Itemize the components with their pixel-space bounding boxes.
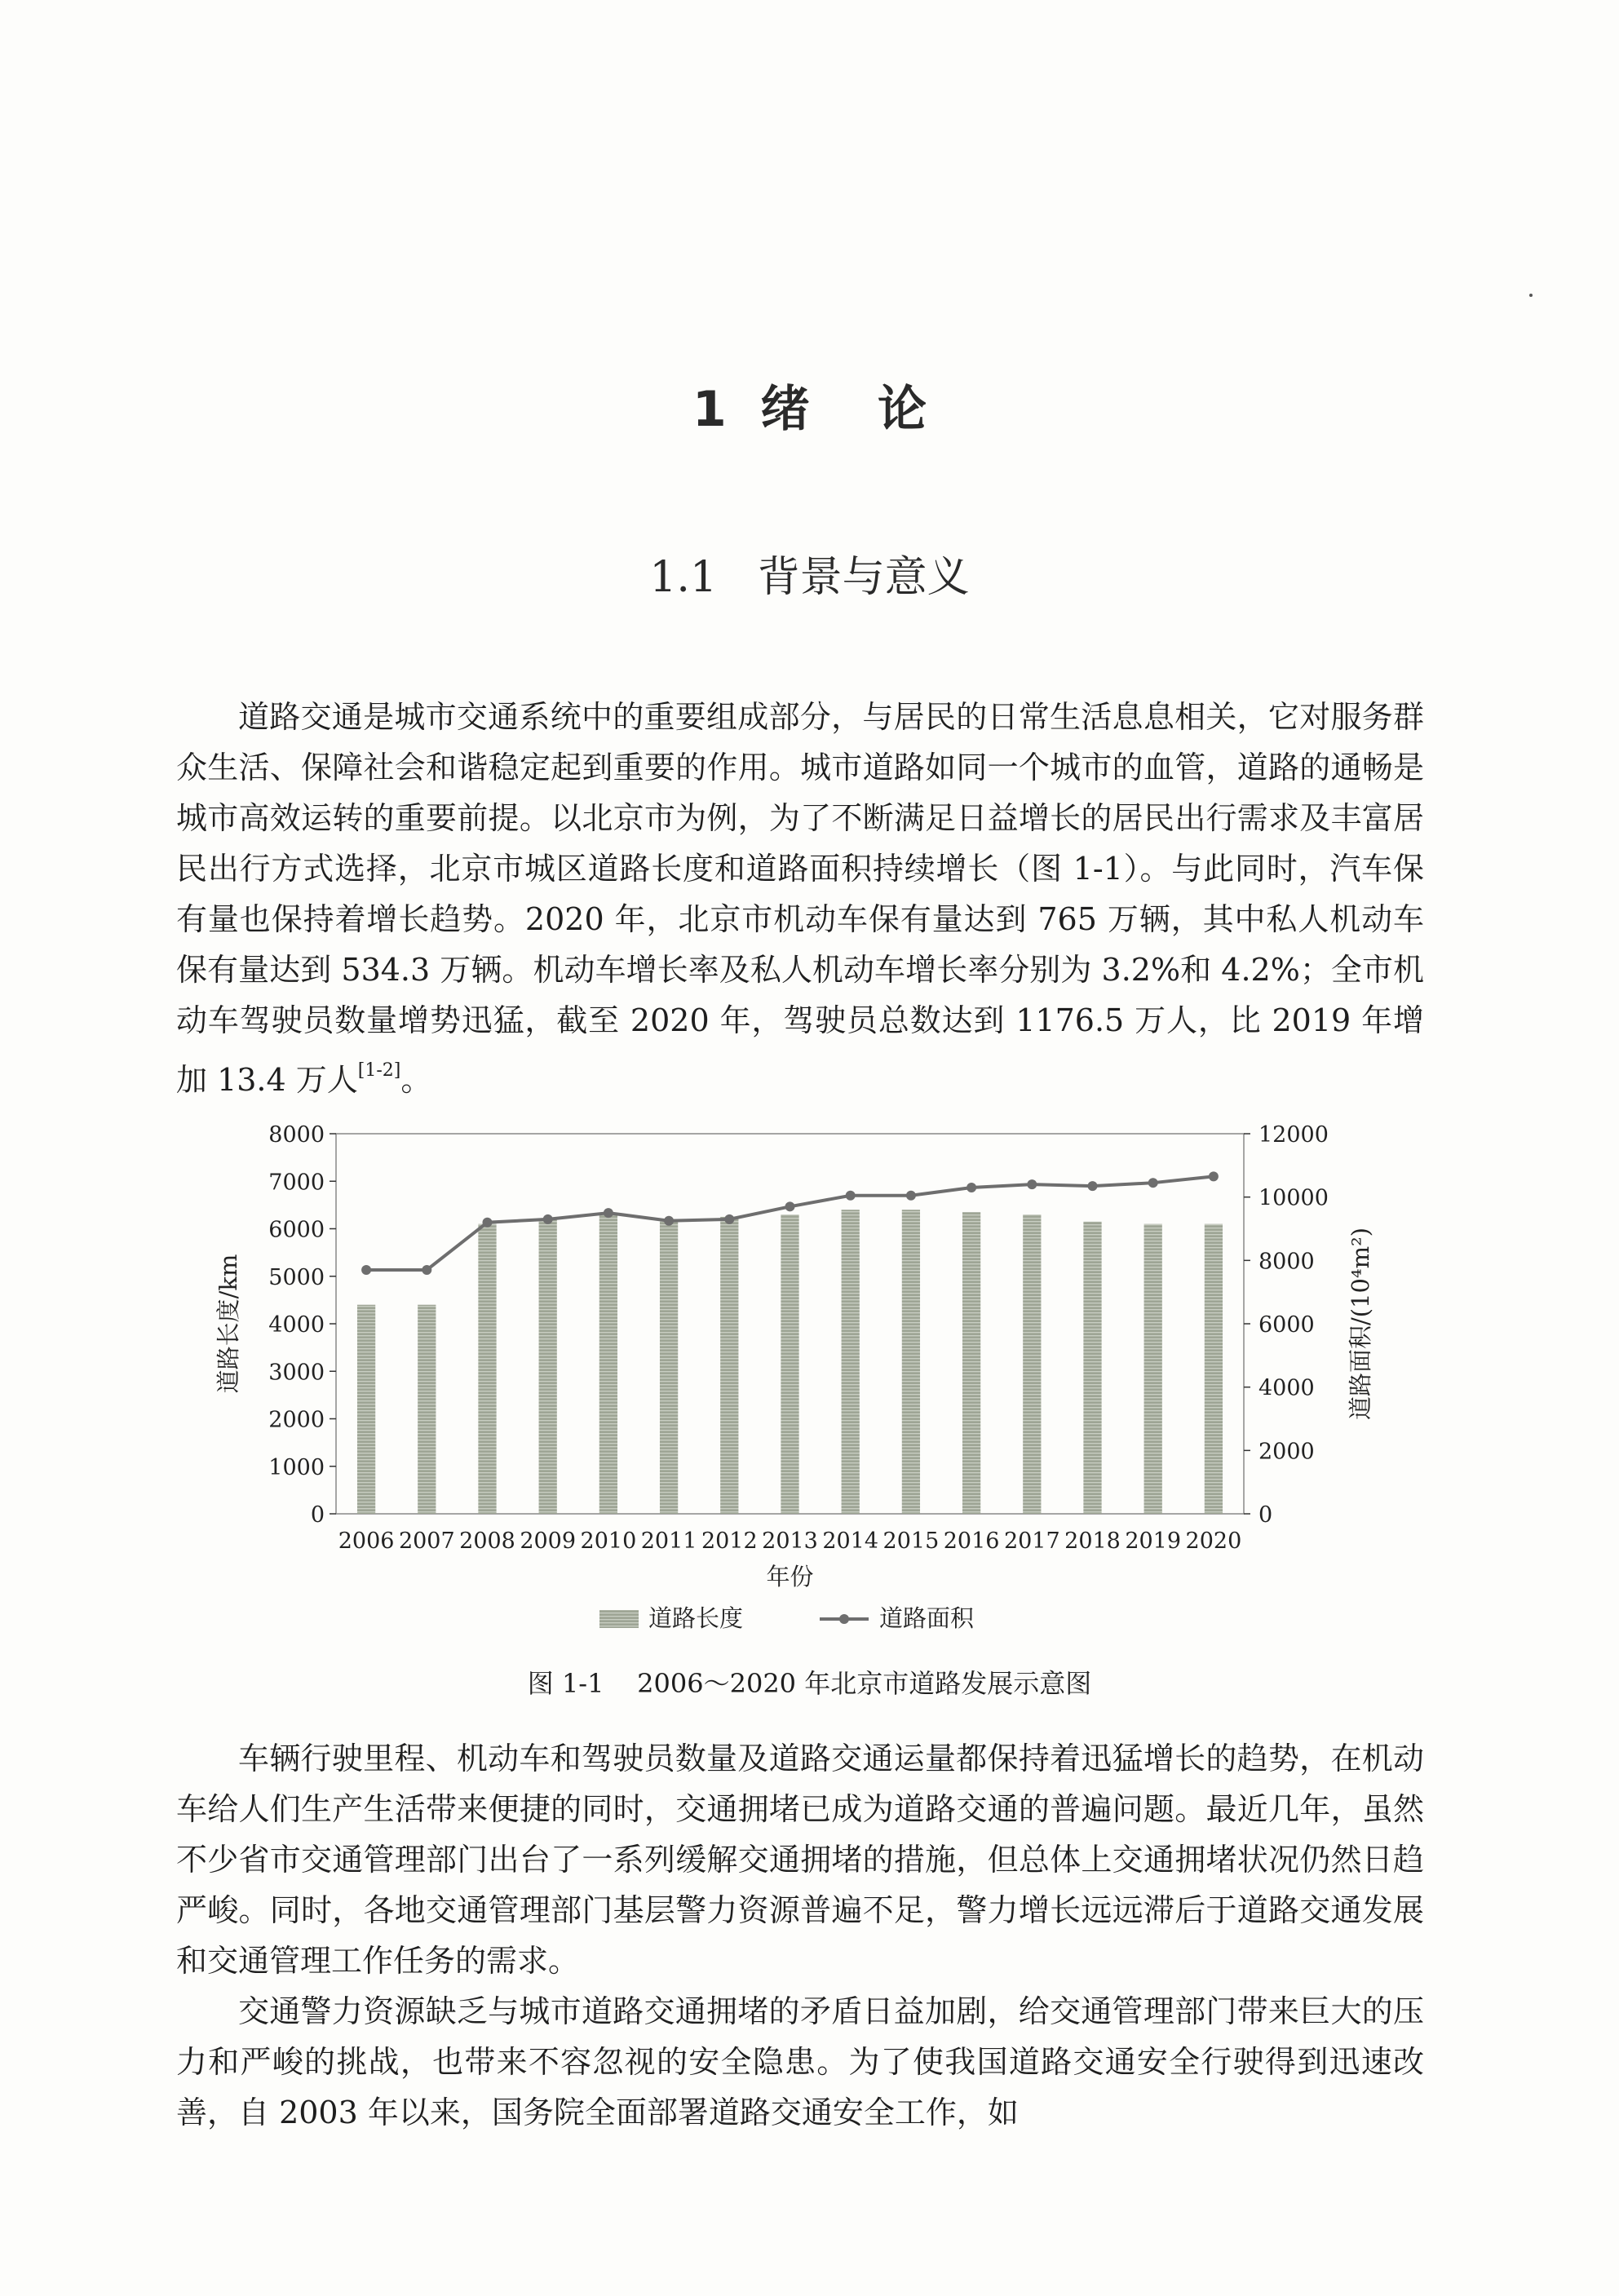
x-tick-label: 2011 <box>640 1528 697 1554</box>
bar-road-length <box>1083 1222 1101 1514</box>
paragraph-2: 车辆行驶里程、机动车和驾驶员数量及道路交通运量都保持着迅猛增长的趋势，在机动车给人们生产生活带来便捷的同时，交通拥堵已成为道路交通的普遍问题。最近几年，虽然不少省市交通管理部门出台了一系列缓解交通拥堵的措施，但总体上交通拥堵状况仍然日趋严峻。同时，各地交通管理部门基层警力资源普遍不足，警力增长远远滞后于道路交通发展和交通管理工作任务的需求。 <box>176 1741 1424 1979</box>
y2-tick-label: 0 <box>1258 1502 1273 1528</box>
x-tick-label: 2007 <box>398 1528 455 1554</box>
citation-ref[interactable]: [1-2] <box>357 1060 401 1081</box>
point-road-area <box>724 1214 734 1224</box>
paragraph-1-end: 。 <box>400 1062 432 1098</box>
point-road-area <box>1209 1171 1219 1181</box>
road-development-chart <box>204 1113 1427 1635</box>
x-tick-label: 2012 <box>701 1528 758 1554</box>
point-road-area <box>967 1183 976 1192</box>
legend-bar-swatch <box>599 1610 639 1628</box>
bar-road-length <box>962 1212 980 1514</box>
y-tick-label: 5000 <box>268 1264 325 1290</box>
scan-dot <box>1529 294 1533 297</box>
paragraph-1 <box>176 692 1424 1105</box>
bar-road-length <box>418 1305 436 1514</box>
bar-road-length <box>357 1305 375 1514</box>
x-axis-label: 年份 <box>766 1563 814 1590</box>
paragraph-3: 交通警力资源缺乏与城市道路交通拥堵的矛盾日益加剧，给交通管理部门带来巨大的压力和严峻的挑战，也带来不容忽视的安全隐患。为了使我国道路交通安全行驶得到迅速改善，自 2003 年以来，国务院全面部署道路交通安全工作，如 <box>176 1993 1424 2130</box>
x-tick-label: 2020 <box>1185 1528 1242 1554</box>
x-tick-label: 2019 <box>1125 1528 1182 1554</box>
bar-road-length <box>842 1210 860 1514</box>
chapter-title: 1 绪 论 <box>692 381 927 438</box>
bar-road-length <box>1023 1214 1041 1514</box>
bar-road-length <box>660 1219 678 1514</box>
bar-road-length <box>478 1224 496 1514</box>
y-tick-label: 7000 <box>268 1170 325 1196</box>
paragraph-1-text: 道路交通是城市交通系统中的重要组成部分，与居民的日常生活息息相关，它对服务群众生活、保障社会和谐稳定起到重要的作用。城市道路如同一个城市的血管，道路的通畅是城市高效运转的重要前提。以北京市为例，为了不断满足日益增长的居民出行需求及丰富居民出行方式选择，北京市城区道路长度和道路面积持续增长（图 1-1）。与此同时，汽车保有量也保持着增长趋势。2020 年，北京市机动车保有量达到 765 万辆，其中私人机动车保有量达到 534.3 万辆。机动车增长率及私人机动车增长率分别为 3.2%和 4.2%；全市机动车驾驶员数量增势迅猛，截至 2020 年，驾驶员总数达到 1176.5 万人，比 2019 年增加 13.4 万人 <box>176 699 1424 1098</box>
x-tick-label: 2015 <box>882 1528 940 1554</box>
point-road-area <box>906 1191 916 1201</box>
y2-tick-label: 4000 <box>1258 1375 1315 1401</box>
point-road-area <box>1148 1178 1158 1188</box>
bar-road-length <box>781 1214 798 1514</box>
x-tick-label: 2008 <box>459 1528 515 1554</box>
x-tick-label: 2013 <box>762 1528 818 1554</box>
bar-road-length <box>539 1219 557 1514</box>
point-road-area <box>1088 1181 1098 1191</box>
y2-tick-label: 10000 <box>1258 1185 1329 1211</box>
figure-caption: 图 1-1 2006～2020 年北京市道路发展示意图 <box>527 1668 1092 1699</box>
x-tick-label: 2009 <box>520 1528 577 1554</box>
legend-line-label: 道路面积 <box>879 1604 975 1632</box>
point-road-area <box>846 1191 856 1201</box>
point-road-area <box>785 1201 795 1211</box>
point-road-area <box>664 1216 674 1226</box>
bar-road-length <box>1144 1224 1162 1514</box>
point-road-area <box>604 1208 613 1218</box>
y-tick-label: 2000 <box>268 1407 325 1433</box>
y-tick-label: 0 <box>310 1502 325 1528</box>
point-road-area <box>543 1214 553 1224</box>
point-road-area <box>422 1265 431 1275</box>
y2-axis-label: 道路面积/(10⁴m²) <box>1347 1227 1374 1421</box>
bar-road-length <box>720 1217 738 1514</box>
y-tick-label: 1000 <box>268 1454 325 1480</box>
point-road-area <box>361 1265 371 1275</box>
x-tick-label: 2017 <box>1003 1528 1060 1554</box>
point-road-area <box>483 1218 493 1228</box>
y-tick-label: 4000 <box>268 1312 325 1338</box>
y-tick-label: 8000 <box>268 1122 325 1148</box>
x-tick-label: 2014 <box>822 1528 879 1554</box>
y2-tick-label: 2000 <box>1258 1439 1315 1465</box>
y2-tick-label: 8000 <box>1258 1249 1315 1275</box>
y-axis-label: 道路长度/km <box>215 1254 242 1394</box>
bar-road-length <box>902 1210 920 1514</box>
bar-road-length <box>1205 1224 1223 1514</box>
x-tick-label: 2018 <box>1064 1528 1121 1554</box>
section-title: 1.1 背景与意义 <box>649 553 970 602</box>
y-tick-label: 3000 <box>268 1360 325 1386</box>
legend-bar-label: 道路长度 <box>648 1604 744 1632</box>
x-tick-label: 2016 <box>943 1528 1000 1554</box>
y2-tick-label: 6000 <box>1258 1312 1315 1338</box>
y2-tick-label: 12000 <box>1258 1122 1329 1148</box>
bar-road-length <box>599 1214 617 1514</box>
x-tick-label: 2010 <box>580 1528 637 1554</box>
legend-line-marker <box>839 1614 849 1624</box>
x-tick-label: 2006 <box>338 1528 395 1554</box>
point-road-area <box>1027 1179 1037 1189</box>
y-tick-label: 6000 <box>268 1217 325 1243</box>
